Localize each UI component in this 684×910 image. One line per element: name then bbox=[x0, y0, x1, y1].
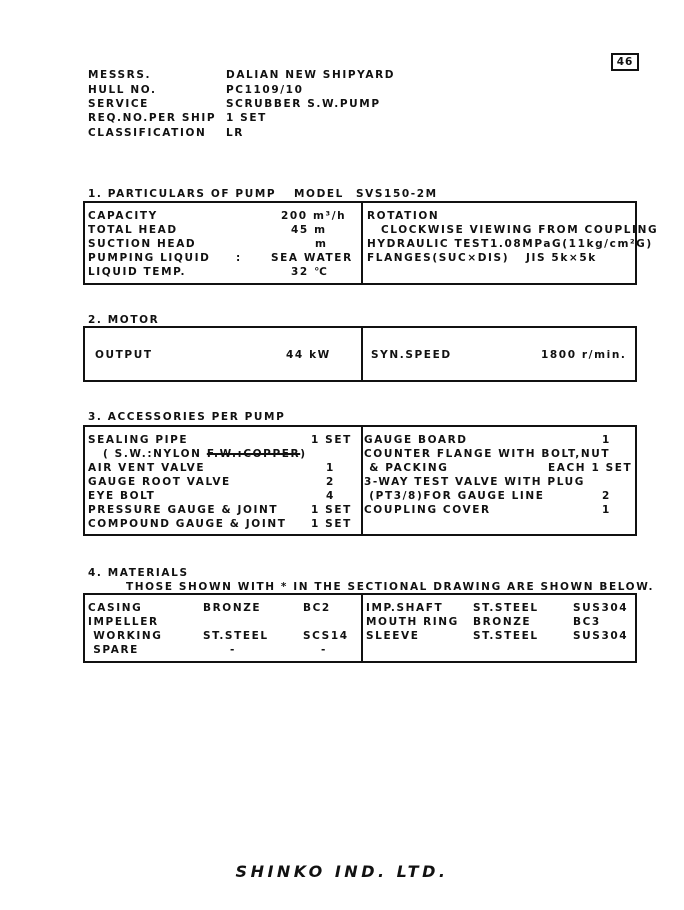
total-head-value: 45 m bbox=[291, 224, 327, 236]
header-label-hull: HULL NO. bbox=[88, 84, 157, 96]
sealing-pipe-close-paren: ) bbox=[300, 448, 307, 460]
material-name: - bbox=[230, 644, 236, 656]
sealing-pipe-material-fw-struck: F.W.:COPPER bbox=[206, 448, 301, 460]
material-name: BRONZE bbox=[473, 616, 532, 628]
accessory-qty: 1 bbox=[602, 504, 611, 516]
accessory-qty: 1 SET bbox=[311, 504, 352, 516]
material-name: ST.STEEL bbox=[473, 630, 539, 642]
company-footer: SHINKO IND. LTD. bbox=[235, 862, 449, 881]
materials-box bbox=[83, 593, 637, 663]
accessory-label: GAUGE BOARD bbox=[364, 434, 468, 446]
accessory-label: & PACKING bbox=[364, 462, 449, 474]
pump-particulars-box bbox=[83, 201, 659, 285]
material-part: IMP.SHAFT bbox=[366, 602, 444, 614]
header-value-messrs: DALIAN NEW SHIPYARD bbox=[226, 69, 396, 81]
flanges-label: FLANGES(SUC×DIS) bbox=[367, 252, 510, 264]
syn-speed-label: SYN.SPEED bbox=[371, 349, 452, 361]
model-value: SVS150-2M bbox=[356, 188, 438, 200]
box-divider bbox=[361, 595, 363, 661]
page-number: 46 bbox=[611, 53, 639, 71]
header-value-hull: PC1109/10 bbox=[226, 84, 304, 96]
material-part: SLEEVE bbox=[366, 630, 420, 642]
suction-head-label: SUCTION HEAD bbox=[88, 238, 197, 250]
rotation-label: ROTATION bbox=[367, 210, 440, 222]
accessories-box bbox=[83, 425, 637, 536]
material-code: BC3 bbox=[573, 616, 601, 628]
accessory-label: GAUGE ROOT VALVE bbox=[88, 476, 231, 488]
capacity-label: CAPACITY bbox=[88, 210, 158, 222]
accessory-label: COUNTER FLANGE WITH BOLT,NUT bbox=[364, 448, 611, 460]
accessory-qty: 1 SET bbox=[311, 434, 352, 446]
accessory-sub-label bbox=[88, 447, 307, 461]
pumping-liquid-value: SEA WATER bbox=[271, 252, 353, 264]
pumping-liquid-label: PUMPING LIQUID bbox=[88, 252, 211, 264]
accessory-label: SEALING PIPE bbox=[88, 434, 189, 446]
accessory-label: EYE BOLT bbox=[88, 490, 156, 502]
output-label: OUTPUT bbox=[95, 349, 153, 361]
motor-box bbox=[83, 326, 637, 382]
accessory-label: (PT3/8)FOR GAUGE LINE bbox=[364, 490, 545, 502]
box-divider bbox=[361, 328, 363, 380]
section1-title: 1. PARTICULARS OF PUMP bbox=[88, 188, 277, 200]
accessory-qty: 1 SET bbox=[311, 518, 352, 530]
accessory-label: COMPOUND GAUGE & JOINT bbox=[88, 518, 287, 530]
accessory-label: 3-WAY TEST VALVE WITH PLUG bbox=[364, 476, 585, 488]
accessory-label: PRESSURE GAUGE & JOINT bbox=[88, 504, 279, 516]
accessory-qty: 2 bbox=[326, 476, 335, 488]
accessory-qty: 1 bbox=[326, 462, 335, 474]
syn-speed-value: 1800 r/min. bbox=[541, 349, 627, 361]
pumping-liquid-sep: : bbox=[236, 252, 242, 264]
box-divider bbox=[361, 427, 363, 534]
header-label-class: CLASSIFICATION bbox=[88, 127, 207, 139]
flanges-value: JIS 5k×5k bbox=[526, 252, 597, 264]
material-code: SCS14 bbox=[303, 630, 349, 642]
liquid-temp-label: LIQUID TEMP. bbox=[88, 266, 187, 278]
material-name: ST.STEEL bbox=[473, 602, 539, 614]
total-head-label: TOTAL HEAD bbox=[88, 224, 178, 236]
section2-title: 2. MOTOR bbox=[88, 314, 160, 326]
accessory-qty: 4 bbox=[326, 490, 335, 502]
model-label: MODEL bbox=[294, 188, 344, 200]
accessory-qty: 1 bbox=[602, 434, 611, 446]
accessory-qty: 2 bbox=[602, 490, 611, 502]
liquid-temp-value: 32 ℃ bbox=[291, 266, 329, 278]
material-name: BRONZE bbox=[203, 602, 262, 614]
box-divider bbox=[361, 203, 363, 283]
sealing-pipe-material-sw: ( S.W.:NYLON bbox=[103, 448, 202, 460]
header-label-req: REQ.NO.PER SHIP bbox=[88, 112, 217, 124]
header-value-class: LR bbox=[226, 127, 244, 139]
header-value-service: SCRUBBER S.W.PUMP bbox=[226, 98, 381, 110]
capacity-value: 200 m³/h bbox=[281, 210, 347, 222]
material-code: - bbox=[321, 644, 327, 656]
material-code: SUS304 bbox=[573, 602, 629, 614]
material-name: ST.STEEL bbox=[203, 630, 269, 642]
output-value: 44 kW bbox=[286, 349, 331, 361]
materials-note: THOSE SHOWN WITH * IN THE SECTIONAL DRAWING ARE SHOWN BELOW. bbox=[126, 581, 655, 593]
material-part: SPARE bbox=[88, 644, 139, 656]
header-label-messrs: MESSRS. bbox=[88, 69, 152, 81]
material-part: IMPELLER bbox=[88, 616, 159, 628]
material-part: MOUTH RING bbox=[366, 616, 459, 628]
header-label-service: SERVICE bbox=[88, 98, 149, 110]
material-code: SUS304 bbox=[573, 630, 629, 642]
hydraulic-test-label: HYDRAULIC TEST bbox=[367, 238, 490, 250]
section4-title: 4. MATERIALS bbox=[88, 567, 189, 579]
section3-title: 3. ACCESSORIES PER PUMP bbox=[88, 411, 286, 423]
hydraulic-test-value: 1.08MPaG(11kg/cm²G) bbox=[490, 238, 653, 250]
material-part: WORKING bbox=[88, 630, 163, 642]
material-part: CASING bbox=[88, 602, 143, 614]
material-code: BC2 bbox=[303, 602, 331, 614]
rotation-value: CLOCKWISE VIEWING FROM COUPLING bbox=[381, 224, 659, 236]
accessory-qty: EACH 1 SET bbox=[548, 462, 633, 474]
accessory-label: AIR VENT VALVE bbox=[88, 462, 206, 474]
header-value-req: 1 SET bbox=[226, 112, 267, 124]
suction-head-value: m bbox=[315, 238, 328, 250]
accessory-label: COUPLING COVER bbox=[364, 504, 491, 516]
